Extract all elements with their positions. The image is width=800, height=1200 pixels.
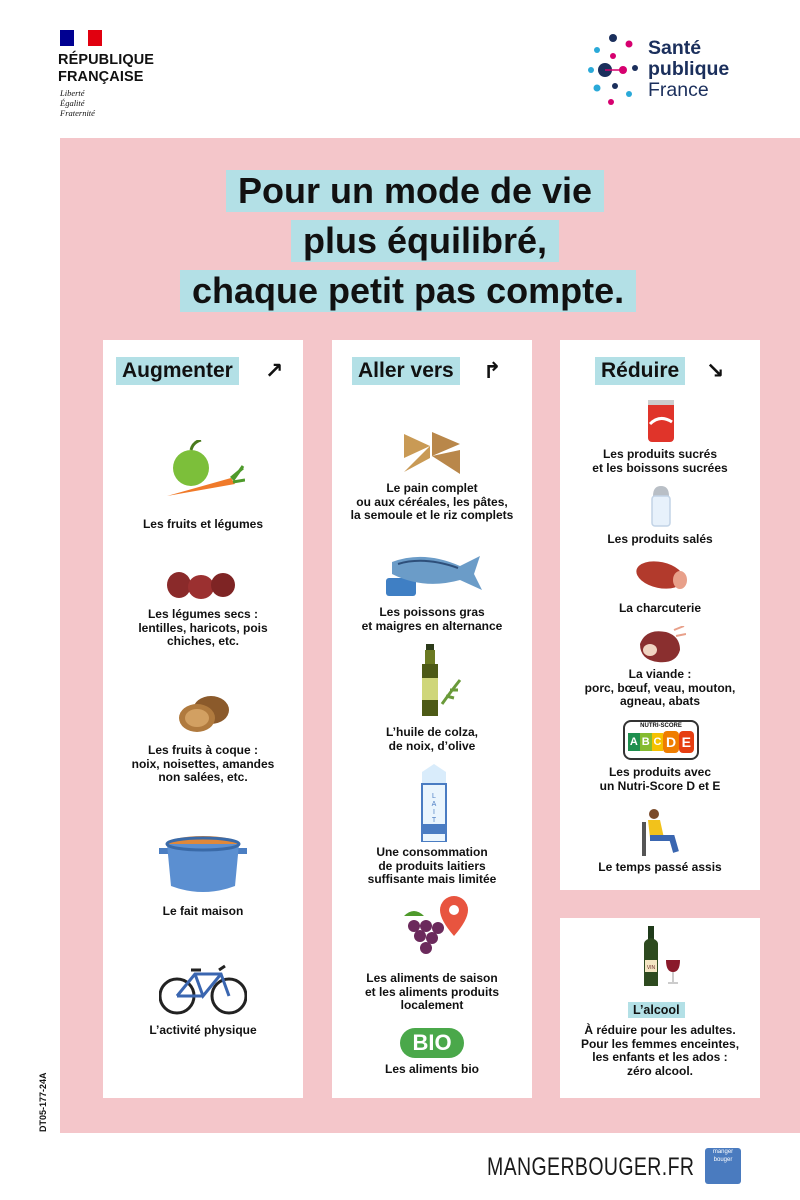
- item-label: Les produits salés: [607, 532, 713, 546]
- bio-label-icon: BIO: [400, 1028, 464, 1058]
- bicycle-icon: [159, 964, 247, 1016]
- grapes-location-icon: [396, 896, 470, 966]
- item-label: Les aliments bio: [384, 1062, 480, 1076]
- website-url[interactable]: MANGERBOUGER.FR: [487, 1153, 695, 1181]
- nutriscore-icon: [623, 720, 699, 760]
- headline-line2: plus équilibré,: [291, 220, 559, 262]
- gov-motto: Liberté Égalité Fraternité: [60, 88, 95, 118]
- poster-panel: [60, 138, 800, 1133]
- item-label: Une consommation de produits laitiers suffisante mais limitée: [367, 845, 497, 886]
- item-label: Le temps passé assis: [598, 860, 722, 874]
- gov-title-line1: RÉPUBLIQUE: [58, 52, 155, 68]
- nutriscore-title: NUTRI-SCORE: [640, 723, 682, 729]
- headline-line3: chaque petit pas compte.: [180, 270, 636, 312]
- item-label: Les fruits et légumes: [142, 517, 264, 531]
- item-label: La charcuterie: [618, 601, 702, 615]
- agency-line3: France: [648, 79, 709, 101]
- wine-label-text: VIN: [646, 965, 656, 971]
- beans-icon: [165, 568, 239, 602]
- item-label: Les produits sucrés et les boissons sucrées: [592, 447, 728, 475]
- fruit-vegetable-icon: [161, 440, 245, 502]
- column-reduire: [560, 340, 760, 890]
- document-code: DT05-177-24A: [38, 1072, 48, 1132]
- nutriscore-letter: D: [663, 731, 678, 753]
- item-label: Les légumes secs : lentilles, haricots, pois chiches, etc.: [138, 607, 268, 648]
- gov-title: [58, 52, 154, 86]
- nutriscore-letter: E: [679, 731, 694, 753]
- pasta-icon: [402, 428, 462, 478]
- nutriscore-letter: B: [640, 733, 652, 751]
- nutriscore-letter: C: [652, 733, 664, 751]
- sante-publique-logo-icon: [585, 28, 641, 120]
- svg-text:A: A: [431, 801, 437, 808]
- alcohol-badge: L’alcool: [628, 1002, 685, 1018]
- republique-francaise-logo: [60, 30, 102, 46]
- salt-shaker-icon: [650, 486, 672, 528]
- arrow-down-right-icon: ↘: [706, 358, 725, 383]
- alcohol-text: À réduire pour les adultes. Pour les femmes enceintes, les enfants et les ados : zéro alcool.: [580, 1023, 740, 1078]
- agency-line2: publique: [648, 58, 730, 80]
- sitting-person-icon: [640, 808, 680, 856]
- item-label: Les fruits à coque : noix, noisettes, amandes non salées, etc.: [131, 743, 275, 784]
- fish-icon: [384, 552, 484, 600]
- item-label: Le fait maison: [162, 904, 244, 918]
- gov-title-line2: FRANÇAISE: [58, 69, 144, 85]
- svg-text:I: I: [433, 809, 435, 816]
- alcohol-box: [560, 918, 760, 1098]
- column-title-aller-vers: Aller vers: [352, 357, 460, 385]
- svg-text:L: L: [432, 793, 436, 800]
- item-label: La viande : porc, bœuf, veau, mouton, agneau, abats: [584, 667, 736, 708]
- agency-line1: Santé: [648, 37, 702, 59]
- arrow-up-right-icon: ↗: [265, 358, 284, 383]
- sausage-icon: [634, 558, 690, 592]
- meat-icon: [636, 626, 686, 666]
- item-label: Les aliments de saison et les aliments produits localement: [364, 971, 500, 1012]
- column-title-reduire: Réduire: [595, 357, 685, 385]
- svg-text:T: T: [431, 817, 437, 824]
- milk-carton-icon: [416, 764, 452, 842]
- column-title-augmenter: Augmenter: [116, 357, 239, 385]
- wine-icon: [642, 926, 682, 988]
- column-aller-vers: [332, 340, 532, 1098]
- arrow-turn-right-icon: ↱: [483, 358, 502, 383]
- item-label: L’activité physique: [149, 1023, 257, 1037]
- item-label: L’huile de colza, de noix, d’olive: [385, 725, 479, 753]
- mangerbouger-logo-icon: manger bouger: [705, 1148, 741, 1184]
- cooking-pot-icon: [157, 832, 249, 896]
- column-augmenter: [103, 340, 303, 1098]
- nutriscore-letter: A: [628, 733, 640, 751]
- oil-bottle-icon: [416, 644, 464, 718]
- item-label: Les produits avec un Nutri-Score D et E: [599, 765, 721, 793]
- sante-publique-wordmark: [648, 38, 729, 101]
- soda-can-icon: [646, 398, 676, 444]
- headline-line1: Pour un mode de vie: [226, 170, 604, 212]
- walnut-icon: [177, 694, 233, 734]
- item-label: Le pain complet ou aux céréales, les pâtes, la semoule et le riz complets: [350, 481, 514, 522]
- item-label: Les poissons gras et maigres en alternance: [361, 605, 503, 633]
